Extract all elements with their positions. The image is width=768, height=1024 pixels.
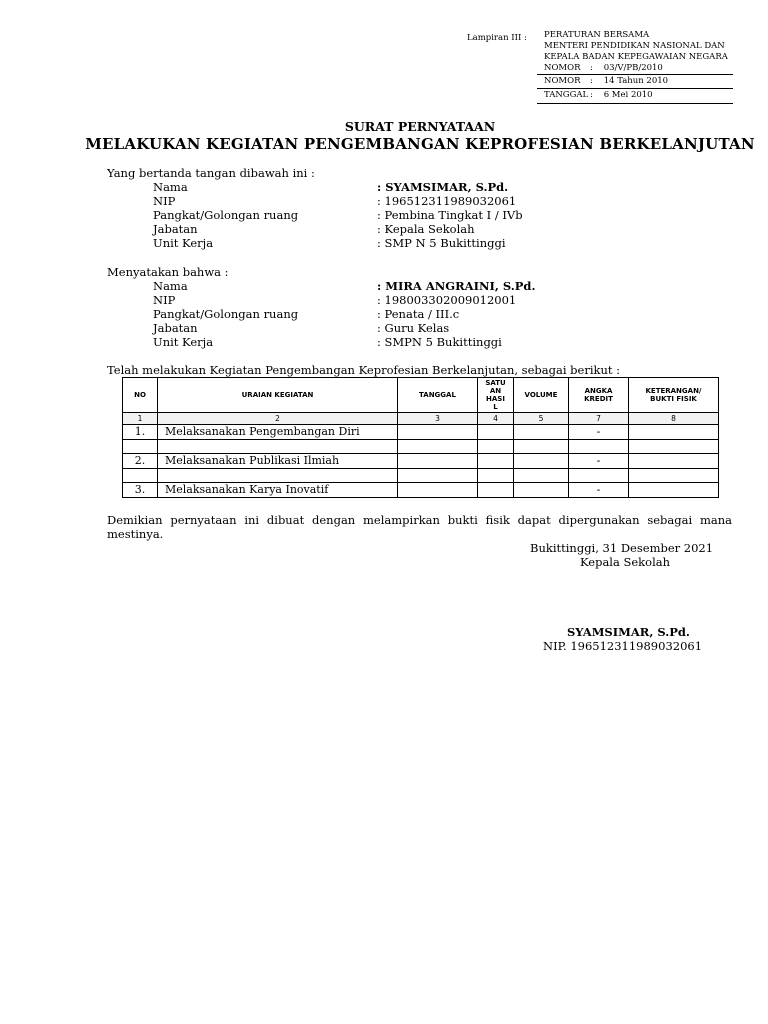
signer-labels	[153, 180, 298, 250]
table-row	[123, 454, 719, 469]
col-number: 4	[478, 413, 514, 425]
row-uraian: Melaksanakan Karya Inovatif	[158, 483, 398, 498]
document-title: SURAT PERNYATAAN	[344, 119, 496, 134]
lampiran-divider-3	[537, 103, 733, 104]
header-no: NO	[123, 378, 158, 413]
lampiran-block	[544, 30, 728, 74]
table-row	[123, 425, 719, 440]
signer-label-nip: NIP	[153, 194, 176, 208]
header-angka-kredit: ANGKA KREDIT	[569, 378, 629, 413]
row-no: 2.	[123, 454, 158, 469]
signer-value-pangkat: : Pembina Tingkat I / IVb	[377, 208, 523, 222]
signer-nip: NIP. 196512311989032061	[543, 639, 703, 653]
header-keterangan: KETERANGAN/ BUKTI FISIK	[629, 378, 719, 413]
signer-value-unit: : SMP N 5 Bukittinggi	[377, 236, 506, 250]
document-subtitle: MELAKUKAN KEGIATAN PENGEMBANGAN KEPROFESIAN BERKELANJUTAN	[85, 135, 755, 153]
person-value-jabatan: : Guru Kelas	[377, 321, 450, 335]
row-kredit: -	[569, 483, 629, 498]
table-row-empty	[123, 468, 719, 483]
person-label-pangkat: Pangkat/Golongan ruang	[153, 307, 299, 321]
person-labels	[153, 279, 298, 349]
signer-value-jabatan: : Kepala Sekolah	[377, 222, 475, 236]
person-label-nip: NIP	[153, 293, 176, 307]
lampiran-line-2: MENTERI PENDIDIKAN NASIONAL DAN	[544, 41, 725, 51]
signer-value-nip: : 196512311989032061	[377, 194, 517, 208]
person-value-nama: : MIRA ANGRAINI, S.Pd.	[377, 279, 536, 293]
place-date: Bukittinggi, 31 Desember 2021	[530, 541, 714, 555]
col-number: 3	[398, 413, 478, 425]
row-uraian: Melaksanakan Pengembangan Diri	[158, 425, 398, 440]
lampiran-nomor-2: NOMOR : 14 Tahun 2010	[544, 76, 669, 86]
closing-paragraph: Demikian pernyataan ini dibuat dengan melampirkan bukti fisik dapat dipergunakan sebagai mana mestinya.	[107, 513, 732, 541]
col-number: 2	[158, 413, 398, 425]
person-label-jabatan: Jabatan	[153, 321, 198, 335]
row-no: 1.	[123, 425, 158, 440]
lampiran-line-1: PERATURAN BERSAMA	[544, 30, 650, 40]
col-number: 7	[569, 413, 629, 425]
lampiran-tanggal: TANGGAL : 6 Mei 2010	[544, 90, 653, 100]
person-label-unit: Unit Kerja	[153, 335, 214, 349]
header-satuan: SATU AN HASI L	[478, 378, 514, 413]
signer-label-jabatan: Jabatan	[153, 222, 198, 236]
col-number: 5	[514, 413, 569, 425]
position-title: Kepala Sekolah	[580, 555, 671, 569]
person-values	[377, 279, 535, 349]
signer-intro: Yang bertanda tangan dibawah ini :	[107, 166, 315, 180]
lampiran-line-3: KEPALA BADAN KEPEGAWAIAN NEGARA	[544, 52, 728, 62]
table-row	[123, 483, 719, 498]
table-row-empty	[123, 439, 719, 454]
row-kredit: -	[569, 454, 629, 469]
declare-intro: Menyatakan bahwa :	[107, 265, 229, 279]
col-number: 8	[629, 413, 719, 425]
header-volume: VOLUME	[514, 378, 569, 413]
person-value-pangkat: : Penata / III.c	[377, 307, 460, 321]
col-number: 1	[123, 413, 158, 425]
signer-label-unit: Unit Kerja	[153, 236, 214, 250]
person-label-nama: Nama	[153, 279, 188, 293]
row-uraian: Melaksanakan Publikasi Ilmiah	[158, 454, 398, 469]
signer-label-nama: Nama	[153, 180, 188, 194]
person-value-nip: : 198003302009012001	[377, 293, 517, 307]
header-tanggal: TANGGAL	[398, 378, 478, 413]
lampiran-label: Lampiran III :	[467, 33, 527, 43]
signer-name: SYAMSIMAR, S.Pd.	[567, 625, 690, 639]
header-uraian: URAIAN KEGIATAN	[158, 378, 398, 413]
lampiran-divider-1	[537, 74, 733, 75]
signer-values	[377, 180, 523, 250]
table-intro: Telah melakukan Kegiatan Pengembangan Keprofesian Berkelanjutan, sebagai berikut :	[107, 363, 621, 377]
lampiran-divider-2	[537, 88, 733, 89]
row-no: 3.	[123, 483, 158, 498]
lampiran-nomor-1: NOMOR : 03/V/PB/2010	[544, 63, 663, 73]
table-header-row	[123, 378, 719, 413]
person-value-unit: : SMPN 5 Bukittinggi	[377, 335, 502, 349]
row-kredit: -	[569, 425, 629, 440]
table-number-row	[123, 413, 719, 425]
signer-label-pangkat: Pangkat/Golongan ruang	[153, 208, 299, 222]
activities-table	[122, 377, 719, 498]
signer-value-nama: : SYAMSIMAR, S.Pd.	[377, 180, 509, 194]
